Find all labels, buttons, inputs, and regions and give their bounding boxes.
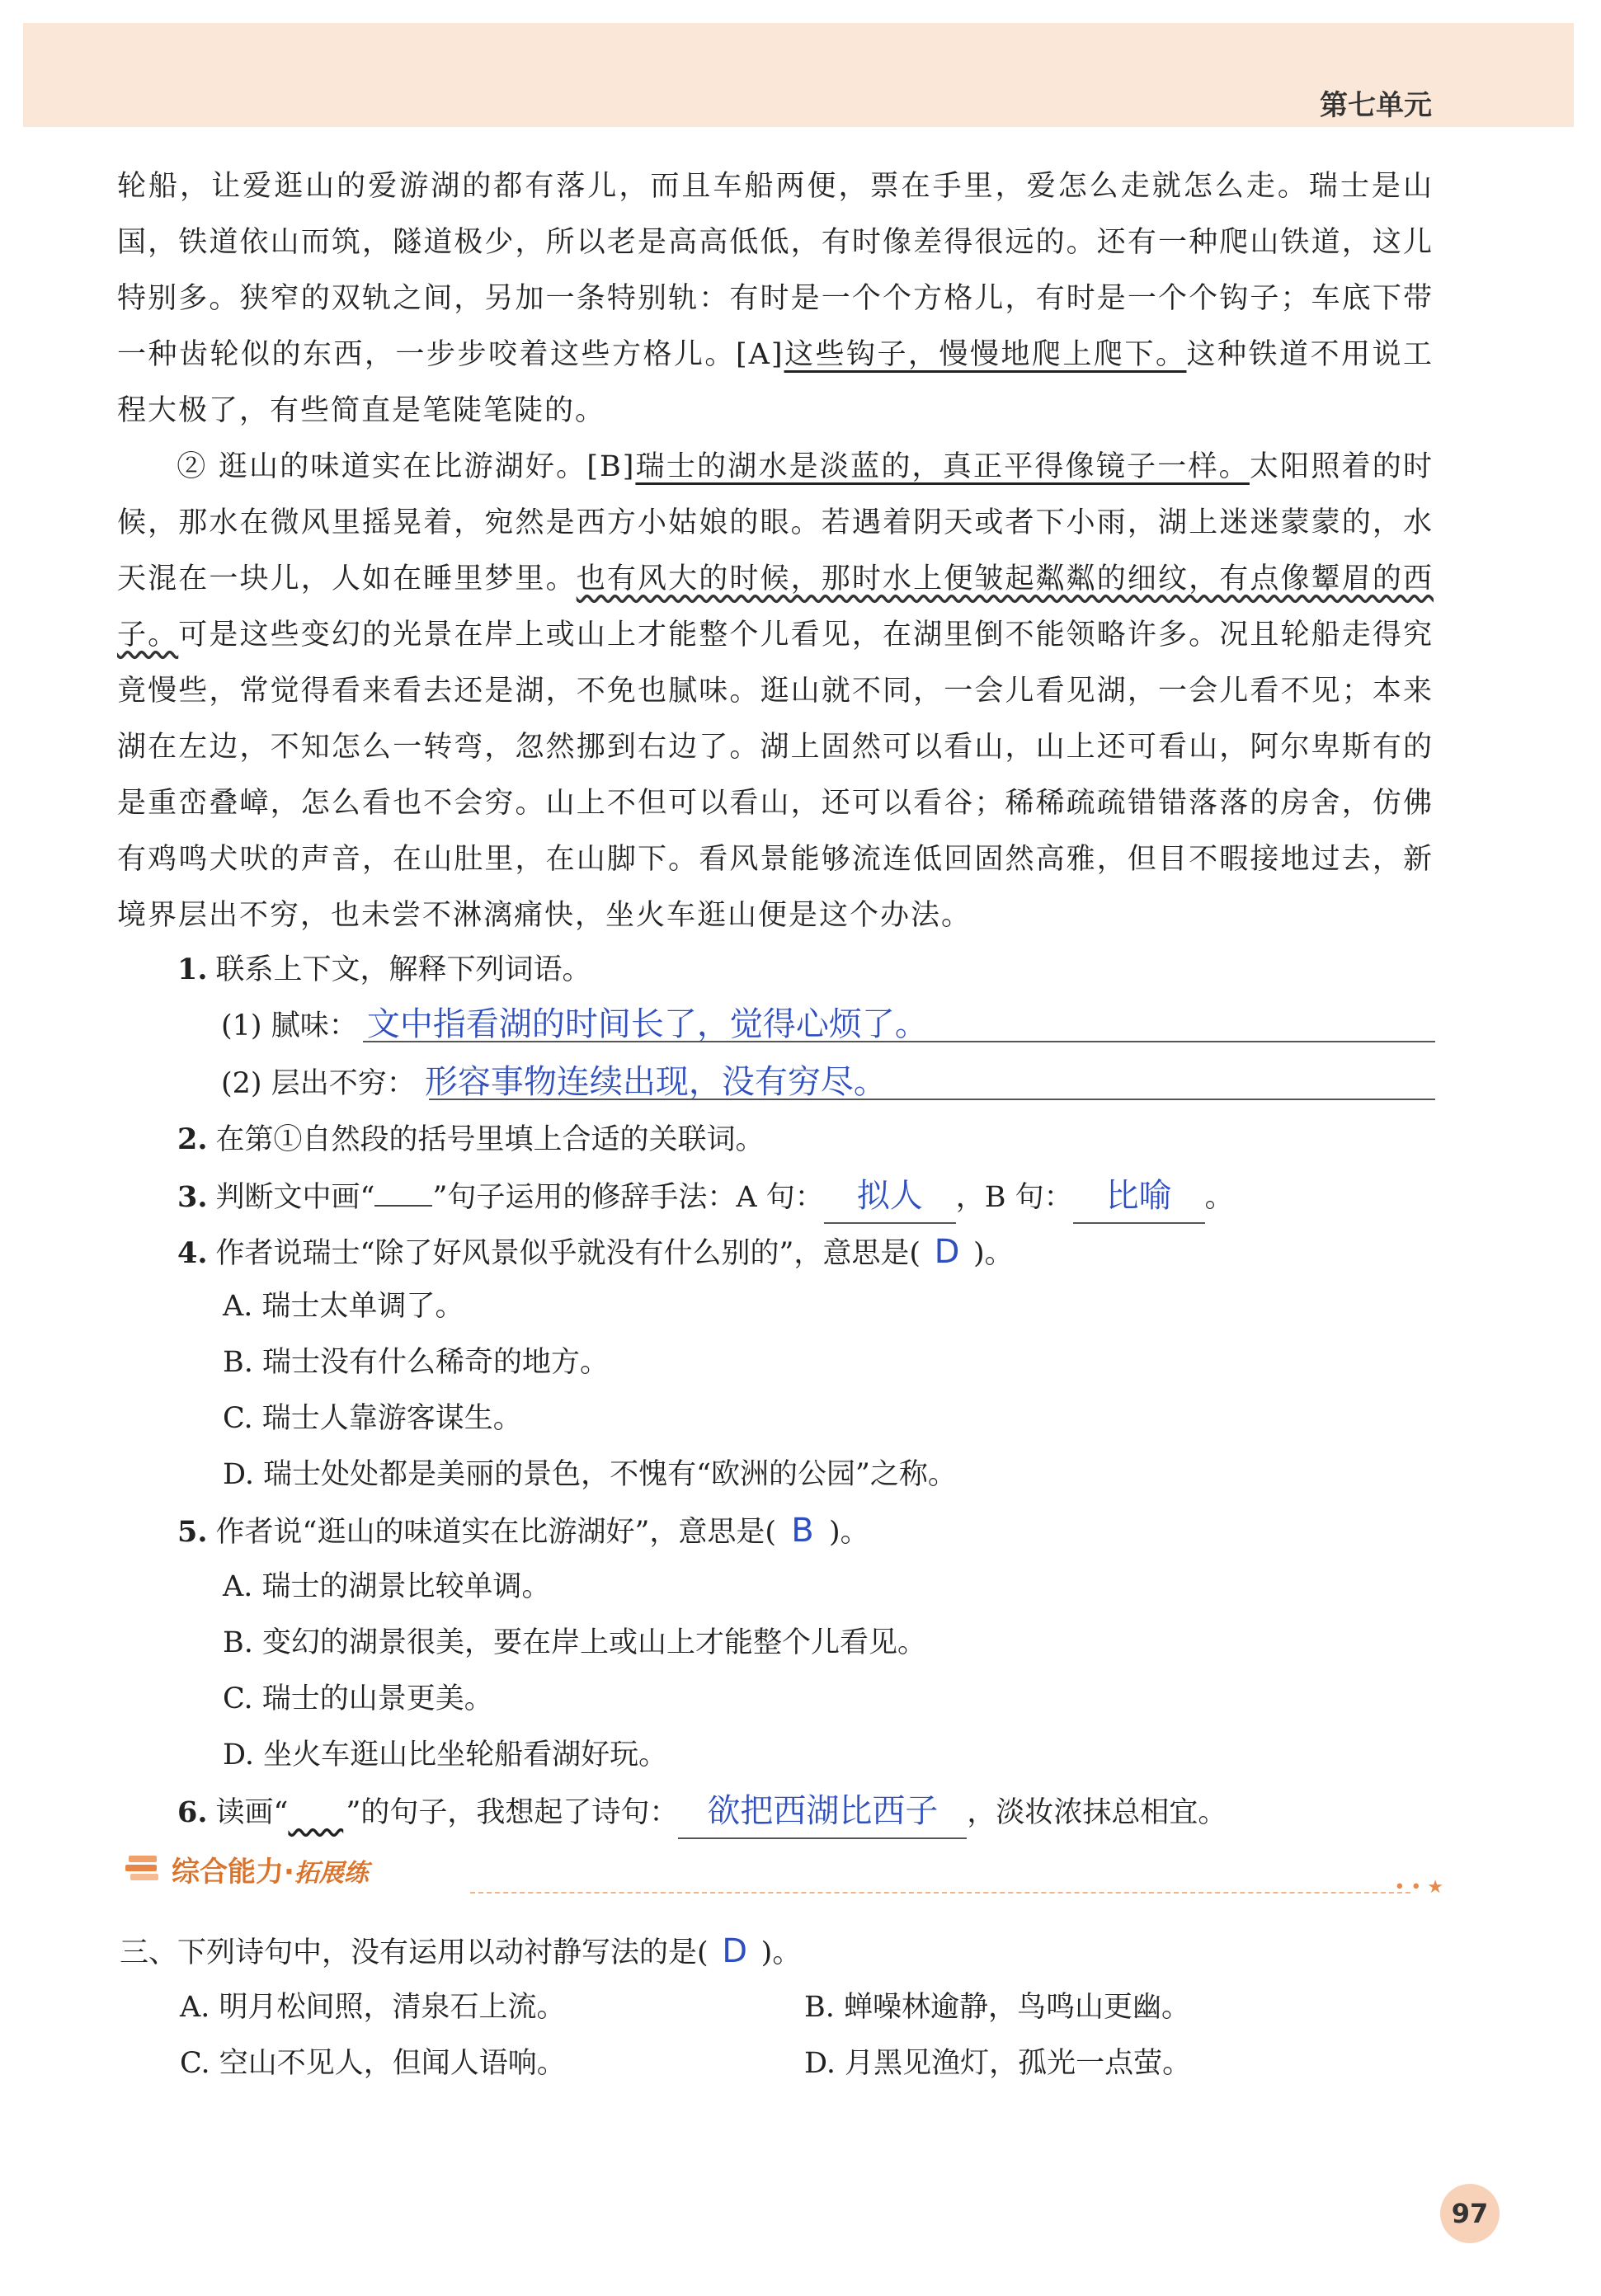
question-three <box>120 1927 801 1978</box>
question-number: 4. <box>177 1236 208 1270</box>
question-three-option-c: C. 空山不见人，但闻人语响。 <box>180 2047 566 2080</box>
handwritten-answer: 拟人 <box>856 1177 923 1215</box>
question-number: 1. <box>177 953 208 986</box>
question-text: ，淡妆浓抹总相宜。 <box>967 1796 1227 1829</box>
section-banner <box>124 1849 1443 1898</box>
handwritten-answer: D <box>722 1932 748 1970</box>
question-5-option-c: C. 瑞士的山景更美。 <box>223 1682 493 1715</box>
question-text: 作者说“逛山的味道实在比游湖好”，意思是( <box>215 1516 776 1549</box>
question-text: ”句子运用的修辞手法：A 句： <box>432 1181 824 1214</box>
handwritten-answer: 比喻 <box>1105 1177 1172 1215</box>
passage-text: 太阳照着的时候，那水在微风里摇晃着，宛然是西方小姑娘的眼。若遇着阴天或者下小雨，湖上迷迷蒙蒙的，水天混在一块儿，人如在睡里梦里。 <box>117 450 1434 595</box>
wavy-line-sample: ​ <box>288 1796 344 1829</box>
answer-bracket[interactable] <box>776 1506 829 1557</box>
question-1-sub-1 <box>221 1000 928 1051</box>
passage-paragraph-1 <box>117 158 1434 439</box>
answer-a-blank[interactable] <box>824 1171 956 1224</box>
question-three-option-b: B. 蝉噪林逾静，鸟鸣山更幽。 <box>804 1991 1190 2024</box>
question-5-option-b: B. 变幻的湖景很美，要在岸上或山上才能整个儿看见。 <box>223 1626 926 1659</box>
question-number: 6. <box>177 1795 208 1829</box>
question-4-option-d: D. 瑞士处处都是美丽的景色，不愧有“欧洲的公园”之称。 <box>223 1458 957 1491</box>
handwritten-answer[interactable]: 文中指看湖的时间长了，觉得心烦了。 <box>366 1005 928 1043</box>
handwritten-answer: B <box>791 1512 814 1550</box>
straight-line-sample <box>374 1180 432 1207</box>
passage-paragraph-2 <box>117 439 1434 943</box>
section-divider <box>470 1892 1410 1894</box>
question-1-sub-2 <box>221 1057 887 1108</box>
question-three-option-a: A. 明月松间照，清泉石上流。 <box>180 1991 566 2024</box>
passage-text: 可是这些变幻的光景在岸上或山上才能整个儿看见，在湖里倒不能领略许多。况且轮船走得究竟慢些，常觉得看来看去还是湖，不免也腻味。逛山就不同，一会儿看见湖，一会儿看不见；本来湖在左边，不知怎么一转弯，忽然挪到右边了。湖上固然可以看山，山上还可看山，阿尔卑斯有的是重峦叠嶂，怎么看也不会穷。山上不但可以看山，还可以看谷；稀稀疏疏错错落落的房舍，仿佛有鸡鸣犬吠的声音，在山肚里，在山脚下。看风景能够流连低回固然高雅，但目不暇接地过去，新境界层出不穷，也未尝不淋漓痛快，坐火车逛山便是这个办法。 <box>117 619 1434 932</box>
question-4-option-c: C. 瑞士人靠游客谋生。 <box>223 1402 522 1435</box>
unit-title: 第七单元 <box>1320 89 1432 122</box>
page-number: 97 <box>1440 2184 1500 2243</box>
question-three-option-d: D. 月黑见渔灯，孤光一点萤。 <box>804 2047 1192 2080</box>
question-text: 读画“ <box>215 1796 289 1829</box>
passage-text: 轮船，让爱逛山的爱游湖的都有落儿，而且车船两便，票在手里，爱怎么走就怎么走。瑞士是山国，铁道依山而筑，隧道极少，所以老是高高低低，有时像差得很远的。还有一种爬山铁道，这儿特别多。狭窄的双轨之间，另加一条特别轨：有时是一个个方格儿，有时是一个个钩子；车底下带一种齿轮似的东西，一步步咬着这些方格儿。 <box>117 170 1434 371</box>
answer-line <box>363 1041 1435 1042</box>
question-text: )。 <box>760 1936 802 1969</box>
question-5 <box>177 1506 869 1557</box>
sub-label: (2) 层出不穷： <box>221 1067 416 1100</box>
answer-line <box>429 1099 1435 1100</box>
question-text: 联系上下文，解释下列词语。 <box>215 953 591 986</box>
book-stack-icon <box>124 1852 162 1885</box>
sentence-a-underlined: 这些钩子，慢慢地爬上爬下。 <box>784 338 1187 371</box>
question-number: 5. <box>177 1515 208 1549</box>
sentence-b-underlined: 瑞士的湖水是淡蓝的，真正平得像镜子一样。 <box>635 450 1250 483</box>
section-subtitle: 拓展练 <box>294 1859 369 1888</box>
answer-b-blank[interactable] <box>1073 1171 1205 1224</box>
answer-blank[interactable] <box>678 1786 967 1839</box>
section-title <box>172 1849 369 1889</box>
handwritten-answer: D <box>934 1233 960 1271</box>
question-text: ，B 句： <box>955 1181 1073 1214</box>
question-text: 在第①自然段的括号里填上合适的关联词。 <box>215 1123 765 1156</box>
question-4-option-a: A. 瑞士太单调了。 <box>223 1290 464 1323</box>
question-6 <box>177 1786 1227 1839</box>
question-number: 2. <box>177 1122 208 1156</box>
handwritten-answer[interactable]: 形容事物连续出现，没有穷尽。 <box>424 1063 887 1101</box>
question-1 <box>177 945 591 995</box>
question-5-option-d: D. 坐火车逛山比坐轮船看湖好玩。 <box>223 1738 668 1771</box>
question-text: )。 <box>829 1516 869 1549</box>
sentence-wavy-underlined: 也有风大的时候，那时水上便皱起粼粼的细纹，有点像颦眉的西子。 <box>117 562 1434 652</box>
answer-bracket[interactable] <box>921 1227 973 1278</box>
section-title-dot: · <box>284 1856 294 1889</box>
question-text: 判断文中画“ <box>215 1181 375 1214</box>
passage-text: 这种铁道不用说工程大极了，有些简直是笔陡笔陡的。 <box>117 338 1434 427</box>
question-text: )。 <box>973 1237 1014 1270</box>
question-2 <box>177 1115 765 1164</box>
answer-bracket[interactable] <box>709 1927 761 1978</box>
section-title-main: 综合能力 <box>172 1856 284 1889</box>
question-text: 作者说瑞士“除了好风景似乎就没有什么别的”，意思是( <box>215 1237 921 1270</box>
handwritten-answer: 欲把西湖比西子 <box>707 1792 939 1830</box>
star-decoration-icon: • • ★ <box>1394 1877 1443 1898</box>
question-text: 。 <box>1204 1181 1234 1214</box>
question-text: 三、下列诗句中，没有运用以动衬静写法的是( <box>120 1936 709 1969</box>
question-4-option-b: B. 瑞士没有什么稀奇的地方。 <box>223 1346 609 1379</box>
mark-b: [B] <box>586 450 636 483</box>
question-number: 3. <box>177 1180 208 1214</box>
question-5-option-a: A. 瑞士的湖景比较单调。 <box>223 1570 551 1603</box>
question-4 <box>177 1227 1014 1278</box>
sub-label: (1) 腻味： <box>221 1009 358 1042</box>
mark-a: [A] <box>735 338 784 371</box>
question-text: ”的句子，我想起了诗句： <box>346 1796 679 1829</box>
passage-text: ② 逛山的味道实在比游湖好。 <box>177 450 587 483</box>
question-3 <box>177 1171 1234 1224</box>
